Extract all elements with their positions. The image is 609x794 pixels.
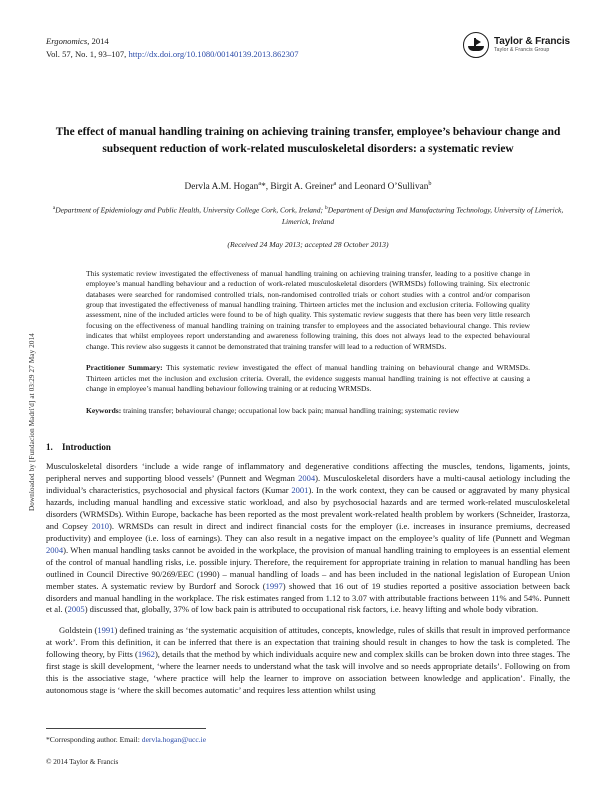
- affil-sup-b: b: [324, 205, 328, 212]
- publisher-group: Taylor & Francis Group: [493, 47, 550, 54]
- citation-schneider-2010[interactable]: 2010: [91, 520, 110, 531]
- section-title: Introduction: [62, 442, 111, 453]
- journal-name: Ergonomics: [46, 36, 88, 46]
- corresponding-author-note: [46, 734, 312, 745]
- practitioner-summary-text: This systematic review investigated the effect of manual handling training on behavioural change and WRMSDs. Thirteen articles met the inclusion and exclusion criteria. Overall, the evidence suggests manual handling training is not effective at causing a change in employee’s manual handling behaviour following training or at reducing WRMSDs.: [86, 363, 531, 394]
- keywords: [86, 406, 530, 416]
- publisher-logo-text: [494, 37, 570, 54]
- p1-seg7: ) discussed that, globally, 37% of low back pain is attributed to occupational risk factors, i.e. heavy lifting and whole body vibration.: [84, 604, 539, 615]
- practitioner-summary-label: Practitioner Summary:: [86, 363, 163, 373]
- page-footer: [46, 728, 312, 766]
- citation-kumar-2001[interactable]: 2001: [291, 484, 309, 495]
- copyright-notice: © 2014 Taylor & Francis: [46, 758, 119, 766]
- affiliation-a: Department of Epidemiology and Public Health, University College Cork, Cork, Ireland;: [55, 205, 324, 215]
- p1-seg4: ). WRMSDs can result in direct and indirect financial costs for the employer (i.e. increases in insurance premiums, decreased productivity) and employee (i.e. loss of earnings). They can also result in a negative impact on the employee’s quality of life (Punnett and Wegman: [46, 520, 570, 543]
- section-number: 1.: [46, 442, 53, 453]
- masthead: [46, 0, 570, 84]
- sail-shape-icon: [476, 39, 481, 45]
- citation-punnett-wegman-2004b[interactable]: 2004: [46, 544, 64, 555]
- section-heading-introduction: [46, 442, 570, 452]
- received-dates: (Received 24 May 2013; accepted 28 October 2013): [227, 239, 389, 249]
- p1-seg6: ) showed that 16 out of 19 studies reported a positive association between back disorders and manual handling in the workplace. The risk estimates ranged from 1.12 to 3.07 with attributable fractions between 11% and 54%. Punnett et al. (: [46, 580, 570, 615]
- citation-punnett-2005[interactable]: 2005: [67, 604, 85, 615]
- affiliation-b: Department of Design and Manufacturing Technology, University of Limerick, Limerick, Ireland: [281, 205, 564, 227]
- download-watermark: Downloaded by [Fundacion Madri'd] at 03:29 27 May 2014: [28, 332, 36, 512]
- abstract-block: [86, 269, 530, 416]
- affiliation-marker-b: b: [428, 180, 432, 187]
- page-content: [46, 0, 570, 794]
- volume-pages: Vol. 57, No. 1, 93–107,: [46, 48, 129, 59]
- publisher-name: Taylor & Francis: [493, 35, 570, 47]
- p1-seg2: ). Musculoskeletal disorders have a multi-causal aetiology including the individual’s characteristics, psychosocial and physical factors (Kumar: [46, 472, 570, 495]
- keywords-text: training transfer; behavioural change; occupational low back pain; manual handling training; systematic review: [121, 405, 460, 415]
- citation-burdorf-sorock-1997[interactable]: 1997: [265, 580, 283, 591]
- footnote-divider: [46, 728, 206, 729]
- citation-fitts-1962[interactable]: 1962: [137, 649, 155, 660]
- corresponding-email-link[interactable]: dervla.hogan@ucc.ie: [141, 735, 207, 744]
- p2-seg1: Goldstein (: [59, 625, 98, 636]
- practitioner-summary: [86, 363, 530, 394]
- p2-seg2: ) defined training as ‘the systematic acquisition of attitudes, concepts, knowledge, rules of skills that result in improved performance at work’. From this definition, it can be inferred that there is an expectation that training should result in changes to how the task is completed. The following theory, by Fitts (: [46, 625, 570, 660]
- taylor-francis-mark-icon: [463, 32, 489, 58]
- affiliations: [46, 203, 570, 228]
- p1-seg3: ). In the work context, they can be caused or aggravated by many physical hazards, including manual handling and excessive static workload, and also by psychosocial hazards and are termed work-related musculoskeletal disorders (WRMSDs). Within Europe, backache has been reported as the most prevalent work-related health problem by workers (Schneider, Irastorza, and Copsey: [46, 484, 570, 531]
- affiliation-marker-a: a: [258, 180, 262, 187]
- intro-paragraph-1: [46, 461, 570, 616]
- p2-seg3: ), details that the method by which individuals acquire new and complex skills can be broken down into three stages. The first stage is skill development, ‘where the learner needs to understand what the task will involve and so needs appropriate details’. Following on from this is the associative stage, ‘where practice will help the learner to improve on association between knowledge and application’. Finally, the autonomous stage is ‘where the skill becomes automatic’ and requires less attention whilst using: [46, 649, 570, 696]
- p1-seg1: Musculoskeletal disorders ‘include a wide range of inflammatory and degenerative conditions affecting the muscles, tendons, ligaments, joints, peripheral nerves and supporting blood vessels’ (Punnett and Wegman: [46, 461, 570, 483]
- citation-goldstein-1991[interactable]: 1991: [97, 625, 115, 636]
- page-title: The effect of manual handling training on achieving training transfer, employee’s behaviour change and subsequent reduction of work-related musculoskeletal disorders: a systematic review: [55, 126, 561, 155]
- affil-sup-a: a: [52, 205, 56, 212]
- author-list: Dervla A.M. Hogan$^a$*, Birgit A. Greiner$^a$ and Leonard O’Sullivan$^b$: [184, 180, 432, 193]
- doi-link[interactable]: http://dx.doi.org/10.1080/00140139.2013.862307: [128, 48, 299, 59]
- citation-punnett-wegman-2004[interactable]: 2004: [298, 472, 316, 483]
- publisher-logo: [463, 32, 570, 58]
- p1-seg5: ). When manual handling tasks cannot be avoided in the workplace, the provision of manual handling training to employees is an essential element of the control of manual handling risks, i.e. possible injury. Therefore, the requirement for appropriate training in relation to manual handling has been outlined in Council Directive 90/269/EEC (1990) – manual handling of loads – and has been included in the national legislation of European Union member states. A systematic review by Burdorf and Sorock (: [46, 544, 570, 591]
- corresponding-label: *Corresponding author. Email:: [46, 735, 142, 744]
- journal-year: , 2014: [87, 36, 109, 46]
- abstract-text: This systematic review investigated the effectiveness of manual handling training on achieving training transfer, leading to a positive change in employee’s manual handling behaviour and a reduction of work-related musculoskeletal disorders (WRMSDs) following training. Six electronic databases were searched for randomised controlled trials, non-randomised controlled trials or cohort studies with a control and/or comparison group that investigated the effectiveness of manual handling training. Thirteen articles met the inclusion and exclusion criteria. Following quality assessment, nine of the included articles were found to be of high quality. This systematic review suggests that there has been very little research focusing on the effectiveness of manual handling training on training transfer to employees and the associated behavioural change. This review indicates that whilst employees report understanding and awareness following training, this does not always lead to the expected behavioural change. This review also suggests it cannot be demonstrated that training transfer will lead to a reduction of WRMSDs.: [86, 268, 530, 351]
- title-block: [46, 124, 570, 249]
- keywords-label: Keywords:: [86, 405, 122, 415]
- intro-paragraph-2: [46, 625, 570, 697]
- affiliation-marker-a2: a: [333, 180, 337, 187]
